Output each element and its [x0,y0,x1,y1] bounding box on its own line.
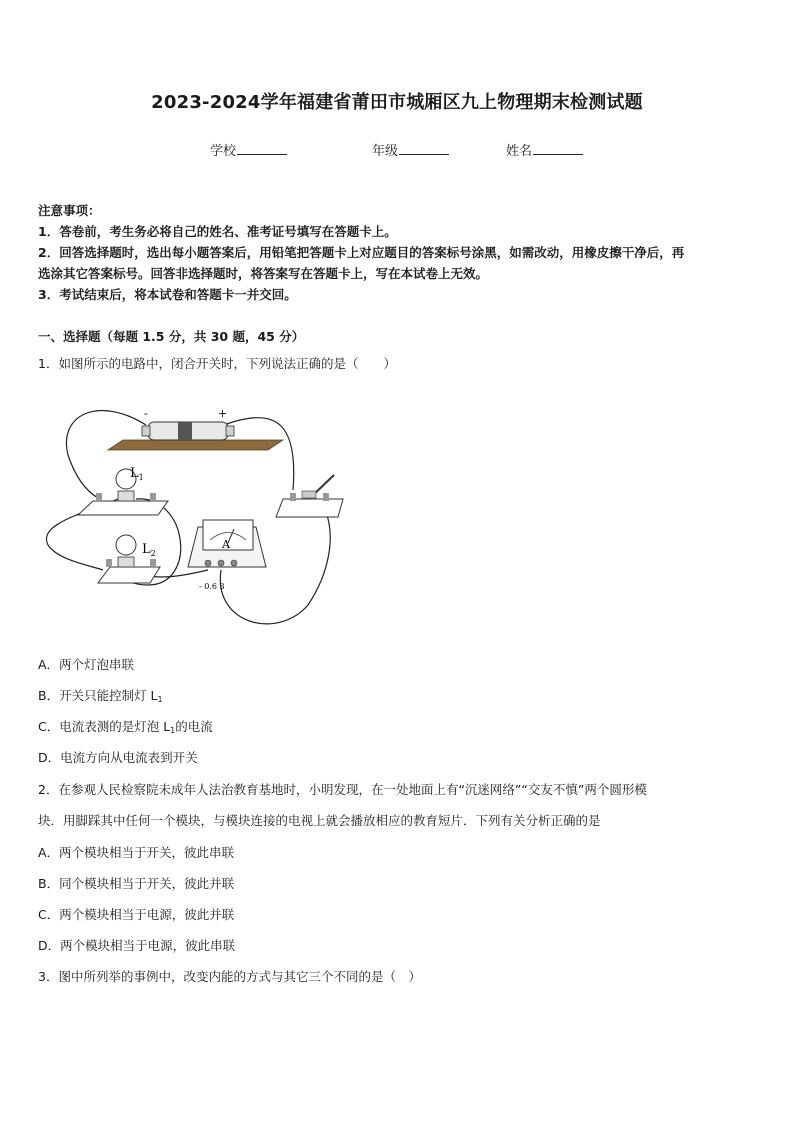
notice-item-2-line-2: 选涂其它答案标号。回答非选择题时，将答案写在答题卡上，写在本试卷上无效。 [38,266,489,281]
q1-option-c: C．电流表测的是灯泡 $L_1$的电流 [38,719,213,735]
circuit-figure [38,395,368,635]
lamp-2-label: $L_2$ [142,542,156,558]
lamp-1-base [78,501,168,515]
q2-option-d: D．两个模块相当于电源，彼此串联 [38,938,236,953]
notice-item-2-line-1: 2．回答选择题时，选出每小题答案后，用铅笔把答题卡上对应题目的答案标号涂黑，如需改动，用橡皮擦干净后，再 [38,245,685,260]
school-field[interactable]: 学校 [210,140,287,159]
lamp-1-label: $L_1$ [130,466,144,482]
q1-option-d: D．电流方向从电流表到开关 [38,750,198,765]
ammeter-terminals: - 0.6 3 [199,582,225,591]
q1-option-b: B．开关只能控制灯 $L_1$ [38,688,163,704]
switch-base [276,499,343,517]
ammeter-letter: A [222,538,230,551]
lamp-2-base [98,567,160,583]
notice-block [38,200,760,305]
q2-option-b: B．同个模块相当于开关，彼此并联 [38,876,235,891]
notice-item-1: 1．答卷前，考生务必将自己的姓名、准考证号填写在答题卡上。 [38,224,397,239]
q3-stem: 3．图中所列举的事例中，改变内能的方式与其它三个不同的是（ ） [38,969,421,984]
battery-plus-label: + [218,407,228,420]
wire [224,418,294,490]
q1-option-a: A．两个灯泡串联 [38,657,135,672]
q2-option-c: C．两个模块相当于电源，彼此并联 [38,907,235,922]
q2-option-a: A．两个模块相当于开关，彼此串联 [38,845,235,860]
lamp-2-bulb [116,535,136,555]
battery-minus-label: - [144,407,148,420]
section-1-heading: 一、选择题（每题 1.5 分，共 30 题，45 分） [38,329,305,344]
notice-heading: 注意事项： [38,203,101,218]
notice-item-3: 3．考试结束后，将本试卷和答题卡一并交回。 [38,287,297,302]
q1-stem: 1．如图所示的电路中，闭合开关时，下列说法正确的是（ ） [38,356,396,371]
battery-base [108,440,283,450]
q2-stem-line-2: 块．用脚踩其中任何一个模块，与模块连接的电视上就会播放相应的教育短片．下列有关分析正确的是 [38,813,601,828]
battery-band [178,422,192,440]
q2-stem-line-1: 2．在参观人民检察院未成年人法治教育基地时，小明发现，在一处地面上有“沉迷网络”“交友不慎”两个圆形模 [38,782,647,797]
page-title: 2023-2024学年福建省莆田市城厢区九上物理期末检测试题 [151,92,643,113]
name-field[interactable]: 姓名 [506,140,583,159]
grade-field[interactable]: 年级 [372,140,449,159]
